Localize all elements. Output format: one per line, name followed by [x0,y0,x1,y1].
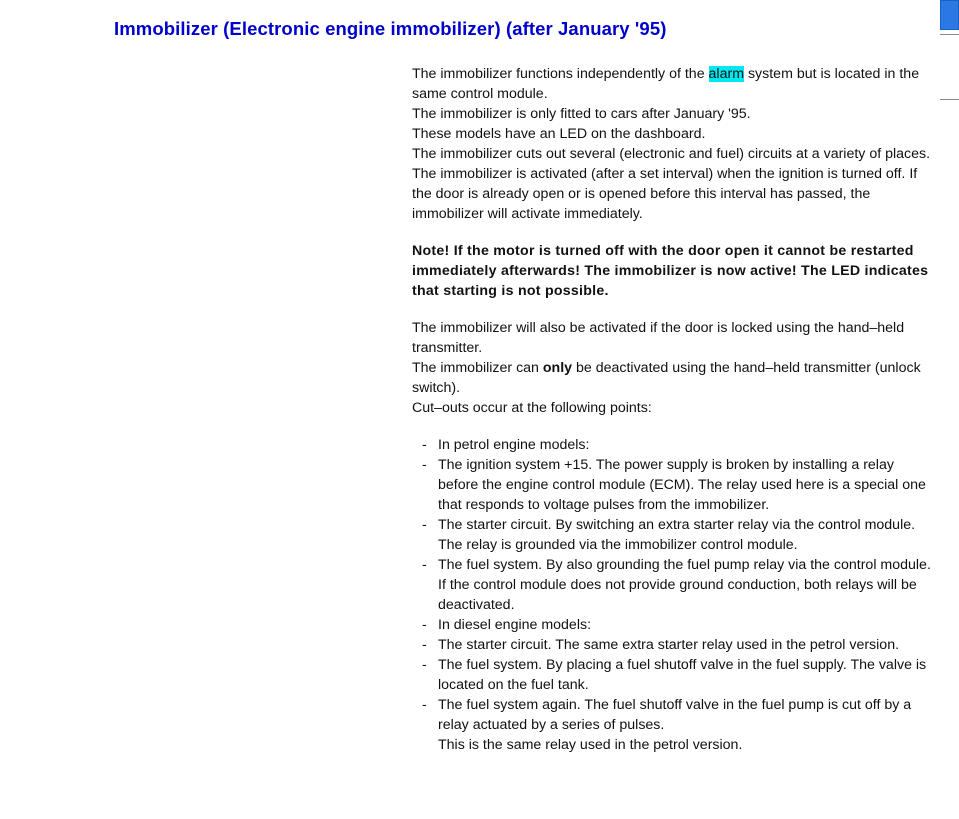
intro-paragraph-1 [412,64,934,104]
intro-text: The immobilizer functions independently of the [412,66,709,82]
list-dash: - [422,437,427,453]
list-item-text: The ignition system +15. The power supply is broken by installing a relay before the engine control module (ECM). The relay used here is a special one that responds to voltage pulses from the immobilizer. [438,457,926,513]
list-item [412,635,934,655]
list-dash: - [422,657,427,673]
page-title: Immobilizer (Electronic engine immobilizer) (after January '95) [114,18,667,39]
intro-paragraph-4: The immobilizer cuts out several (electronic and fuel) circuits at a variety of places. [412,146,931,162]
intro-paragraph-2: The immobilizer is only fitted to cars after January '95. [412,106,751,122]
list-item-text: This is the same relay used in the petrol version. [438,737,743,753]
list-item [412,515,934,555]
scrollbar-track-divider [940,99,959,100]
body-text: be deactivated using the hand–held transmitter (unlock switch). [412,360,921,396]
list-dash: - [422,517,427,533]
intro-paragraph-3: These models have an LED on the dashboard. [412,126,706,142]
emphasis-only: only [542,360,573,376]
cutout-points-list [412,435,934,755]
list-item-text: The starter circuit. By switching an extra starter relay via the control module. The relay is grounded via the immobilizer control module. [438,517,916,553]
list-item [412,695,934,755]
list-item-text: In diesel engine models: [438,617,592,633]
intro-text: system but is located in the same control module. [412,66,920,102]
search-highlight: alarm [708,66,745,82]
list-item [412,435,934,455]
scrollbar-thumb[interactable] [940,0,959,30]
intro-paragraph-5: The immobilizer is activated (after a set interval) when the ignition is turned off. If the door is already open or is opened before this interval has passed, the immobilizer will activate immediately. [412,166,918,222]
body-paragraph-1: The immobilizer will also be activated if the door is locked using the hand–held transmitter. [412,320,905,356]
warning-note: Note! If the motor is turned off with the door open it cannot be restarted immediately afterwards! The immobilizer is now active! The LED indicates that starting is not possible. [412,243,929,299]
list-dash: - [422,697,427,713]
list-item [412,455,934,515]
scrollbar-track-divider [940,34,959,35]
list-dash: - [422,637,427,653]
list-item-text: In petrol engine models: [438,437,590,453]
document-body [412,64,934,755]
body-paragraph-3: Cut–outs occur at the following points: [412,400,652,416]
list-item [412,655,934,695]
list-item-text: The starter circuit. The same extra starter relay used in the petrol version. [438,637,900,653]
list-item-text: The fuel system. By also grounding the fuel pump relay via the control module. If the control module does not provide ground conduction, both relays will be deactivated. [438,557,931,613]
list-dash: - [422,457,427,473]
body-paragraph-2 [412,358,934,398]
body-text: The immobilizer can [412,360,543,376]
list-dash: - [422,557,427,573]
list-item-text: The fuel system again. The fuel shutoff valve in the fuel pump is cut off by a relay actuated by a series of pulses. [438,697,912,733]
list-item [412,555,934,615]
list-item-text: The fuel system. By placing a fuel shutoff valve in the fuel supply. The valve is located on the fuel tank. [438,657,927,693]
list-dash: - [422,617,427,633]
list-item [412,615,934,635]
